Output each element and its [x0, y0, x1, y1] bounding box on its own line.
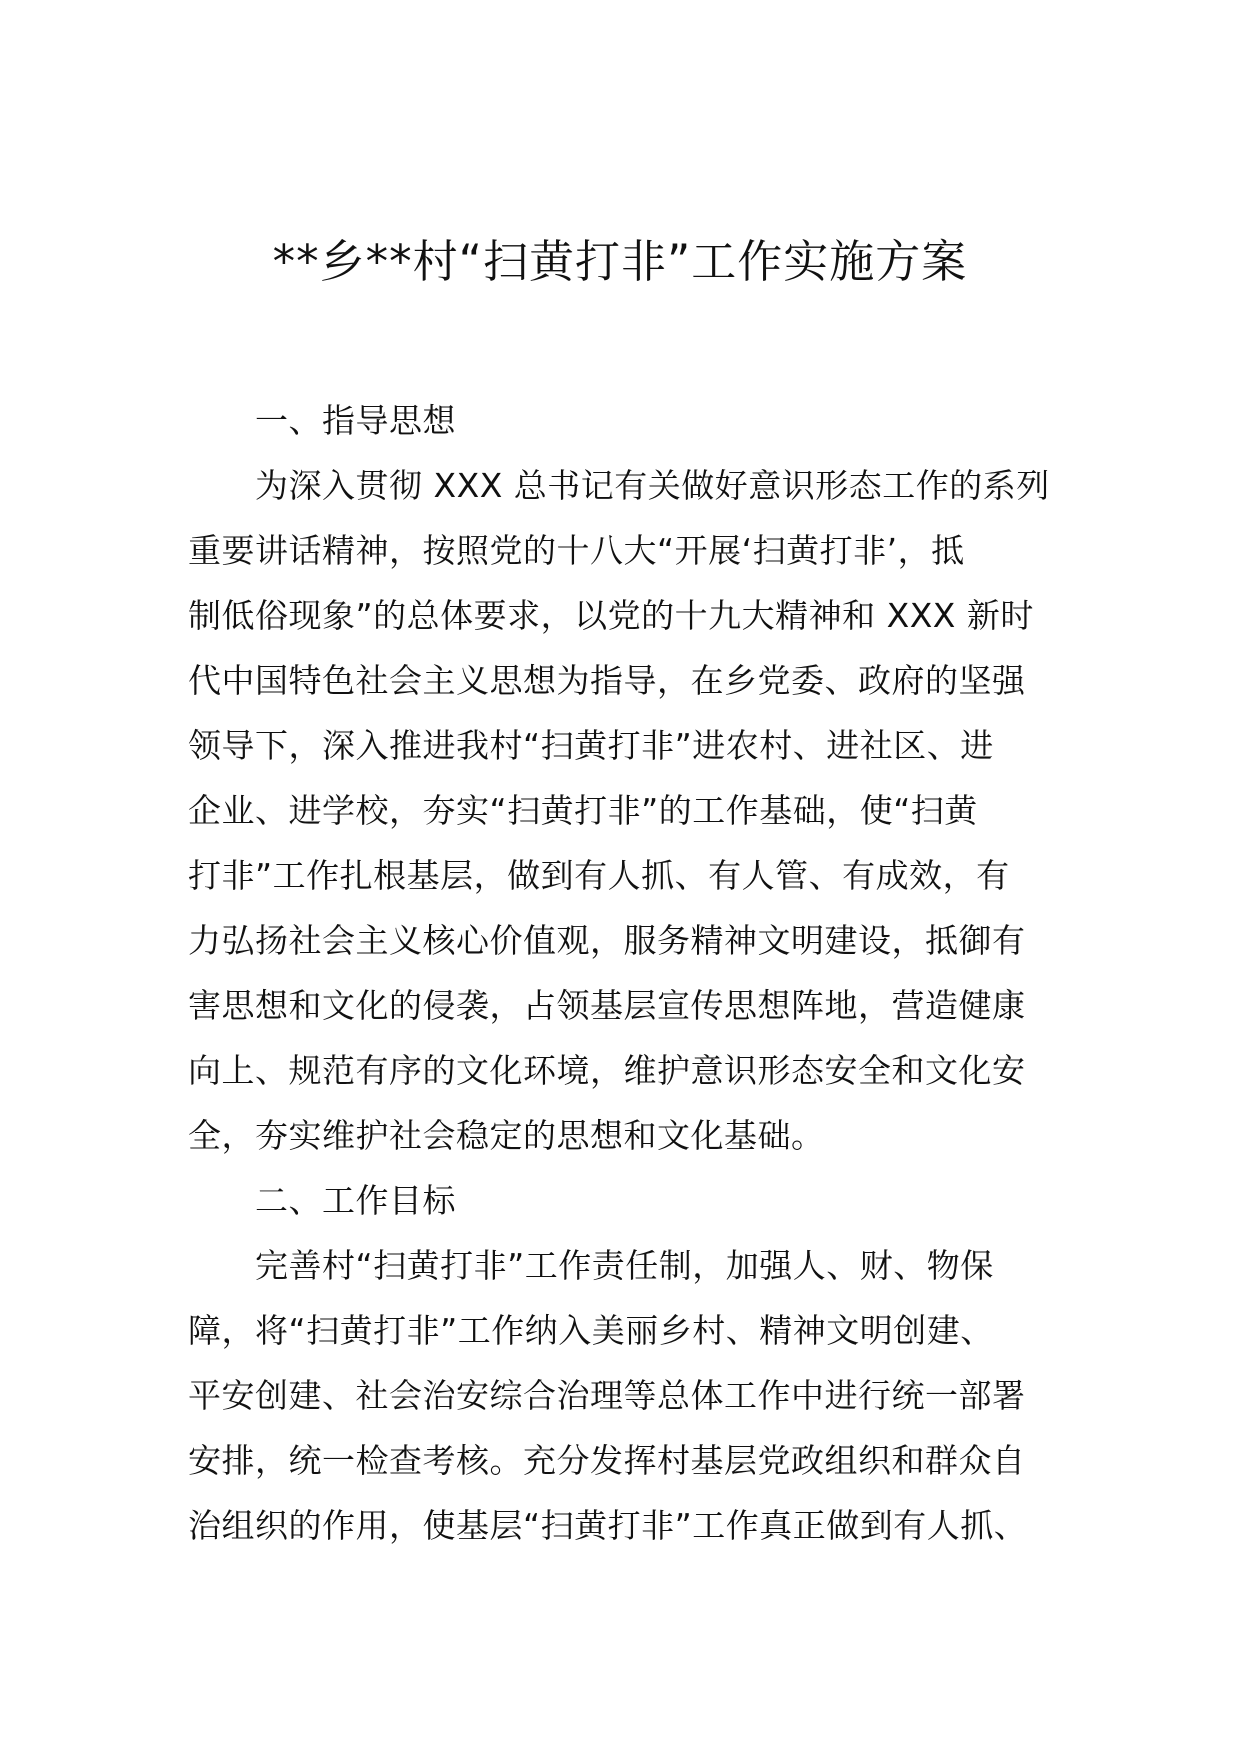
paragraph-line: 害思想和文化的侵袭，占领基层宣传思想阵地，营造健康 [188, 986, 1026, 1025]
paragraph-line: 全，夯实维护社会稳定的思想和文化基础。 [188, 1116, 825, 1155]
paragraph-line: 力弘扬社会主义核心价值观，服务精神文明建设，抵御有 [188, 921, 1026, 960]
paragraph-line: 治组织的作用，使基层“扫黄打非”工作真正做到有人抓、 [188, 1506, 1028, 1545]
paragraph-line: 向上、规范有序的文化环境，维护意识形态安全和文化安 [188, 1051, 1026, 1090]
paragraph-line: 重要讲话精神，按照党的十八大“开展‘扫黄打非’，抵 [188, 531, 965, 570]
paragraph-line: 安排，统一检查考核。充分发挥村基层党政组织和群众自 [188, 1441, 1026, 1480]
paragraph-line: 为深入贯彻 XXX 总书记有关做好意识形态工作的系列 [255, 466, 1050, 505]
paragraph-line: 代中国特色社会主义思想为指导，在乡党委、政府的坚强 [188, 661, 1026, 700]
paragraph-line: 企业、进学校，夯实“扫黄打非”的工作基础，使“扫黄 [188, 791, 978, 830]
paragraph-line: 平安创建、社会治安综合治理等总体工作中进行统一部署 [188, 1376, 1026, 1415]
document-title: **乡**村“扫黄打非”工作实施方案 [272, 235, 968, 288]
paragraph-line: 障，将“扫黄打非”工作纳入美丽乡村、精神文明创建、 [188, 1311, 994, 1350]
paragraph-line: 制低俗现象”的总体要求，以党的十九大精神和 XXX 新时 [188, 596, 1034, 635]
paragraph-line: 打非”工作扎根基层，做到有人抓、有人管、有成效，有 [188, 856, 1010, 895]
paragraph-line: 完善村“扫黄打非”工作责任制，加强人、财、物保 [255, 1246, 994, 1285]
document-body [188, 388, 1048, 1558]
section-heading-2: 二、工作目标 [255, 1181, 456, 1220]
section-heading-1: 一、指导思想 [255, 401, 456, 440]
paragraph-line: 领导下，深入推进我村“扫黄打非”进农村、进社区、进 [188, 726, 994, 765]
